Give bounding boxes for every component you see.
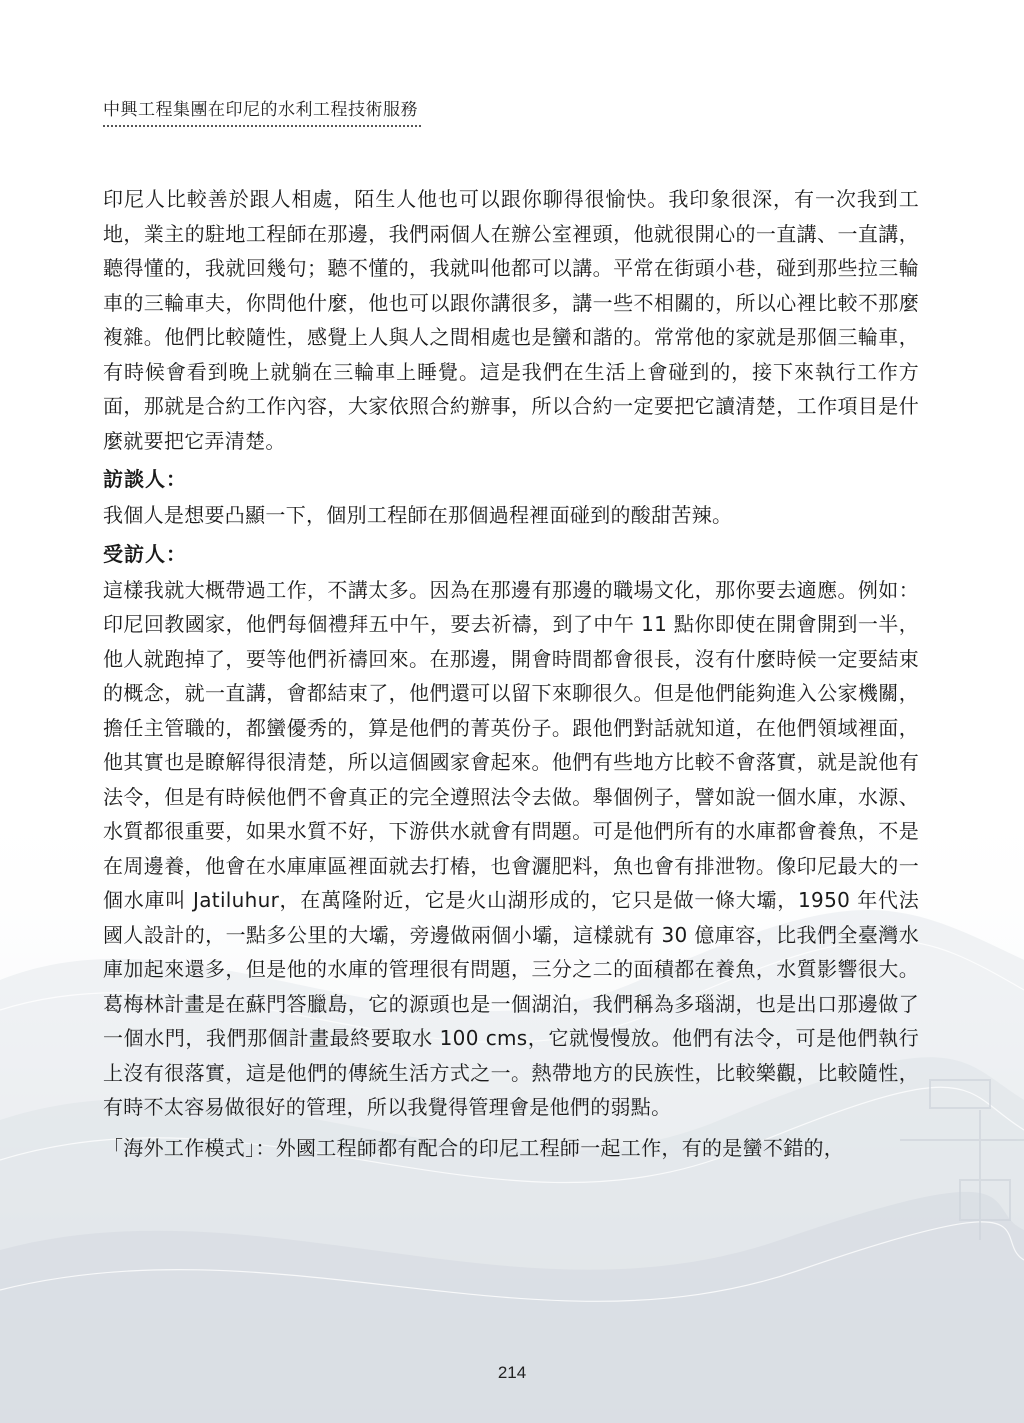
page-content	[103, 182, 919, 1165]
paragraph-3: 這樣我就大概帶過工作，不講太多。因為在那邊有那邊的職場文化，那你要去適應。例如：印尼回教國家，他們每個禮拜五中午，要去祈禱，到了中午 11 點你即使在開會開到一半，他人就跑掉了，要等他們祈禱回來。在那邊，開會時間都會很長，沒有什麼時候一定要結束的概念，就一直講，會都結束了，他們還可以留下來聊很久。但是他們能夠進入公家機關，擔任主管職的，都蠻優秀的，算是他們的菁英份子。跟他們對話就知道，在他們領域裡面，他其實也是瞭解得很清楚，所以這個國家會起來。他們有些地方比較不會落實，就是說他有法令，但是有時候他們不會真正的完全遵照法令去做。舉個例子，譬如說一個水庫，水源、水質都很重要，如果水質不好，下游供水就會有問題。可是他們所有的水庫都會養魚，不是在周邊養，他會在水庫庫區裡面就去打樁，也會灑肥料，魚也會有排泄物。像印尼最大的一個水庫叫 Jatiluhur，在萬隆附近，它是火山湖形成的，它只是做一條大壩，1950 年代法國人設計的，一點多公里的大壩，旁邊做兩個小壩，這樣就有 30 億庫容，比我們全臺灣水庫加起來還多，但是他的水庫的管理很有問題，三分之二的面積都在養魚，水質影響很大。葛梅林計畫是在蘇門答臘島，它的源頭也是一個湖泊，我們稱為多瑙湖，也是出口那邊做了一個水門，我們那個計畫最終要取水 100 cms，它就慢慢放。他們有法令，可是他們執行上沒有很落實，這是他們的傳統生活方式之一。熱帶地方的民族性，比較樂觀，比較隨性，有時不太容易做很好的管理，所以我覺得管理會是他們的弱點。	[103, 577, 919, 1119]
interviewer-label: 訪談人：	[103, 467, 187, 491]
interviewee-label: 受訪人：	[103, 541, 187, 566]
paragraph-4: 「海外工作模式」：外國工程師都有配合的印尼工程師一起工作，有的是蠻不錯的，	[103, 1135, 845, 1160]
page-number: 214	[497, 1363, 527, 1382]
header-dotted-rule	[103, 125, 421, 127]
paragraph-1: 印尼人比較善於跟人相處，陌生人他也可以跟你聊得很愉快。我印象很深，有一次我到工地，業主的駐地工程師在那邊，我們兩個人在辦公室裡頭，他就很開心的一直講、一直講，聽得懂的，我就回幾句；聽不懂的，我就叫他都可以講。平常在街頭小巷，碰到那些拉三輪車的三輪車夫，你問他什麼，他也可以跟你講很多，講一些不相關的，所以心裡比較不那麼複雜。他們比較隨性，感覺上人與人之間相處也是蠻和諧的。常常他的家就是那個三輪車，有時候會看到晚上就躺在三輪車上睡覺。這是我們在生活上會碰到的，接下來執行工作方面，那就是合約工作內容，大家依照合約辦事，所以合約一定要把它讀清楚，工作項目是什麼就要把它弄清楚。	[103, 187, 919, 453]
paragraph-2: 我個人是想要凸顯一下，個別工程師在那個過程裡面碰到的酸甜苦辣。	[103, 503, 733, 527]
running-header: 中興工程集團在印尼的水利工程技術服務	[103, 100, 418, 120]
